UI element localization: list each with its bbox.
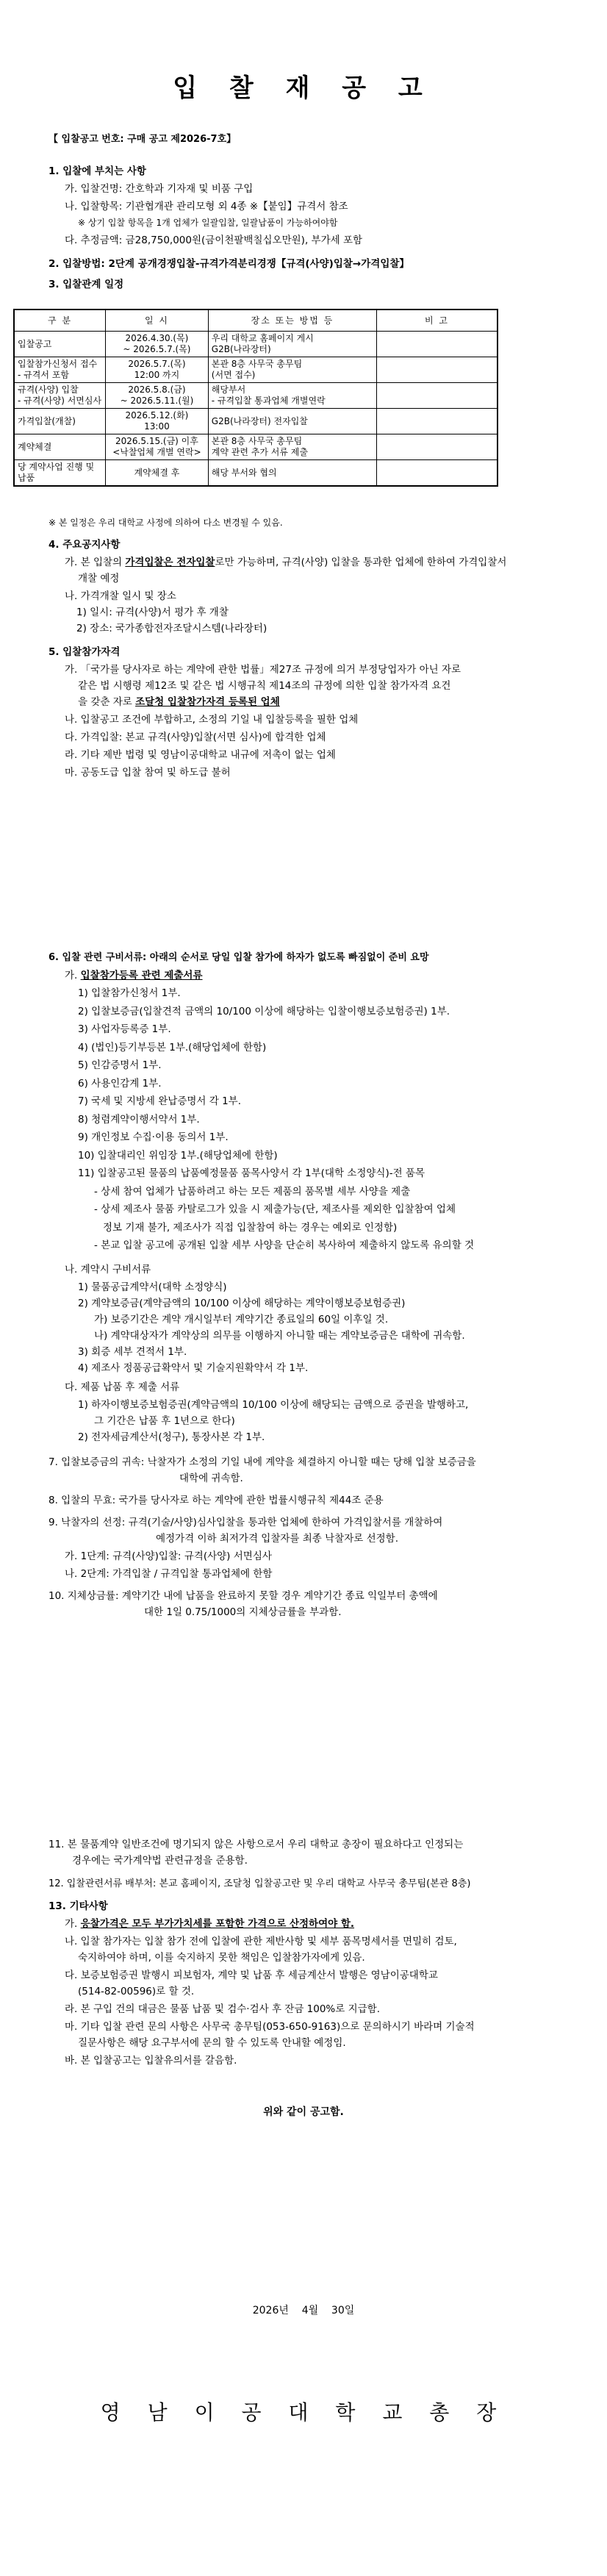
schedule-header: 구 분	[14, 310, 106, 332]
s13-item-e-cont: 질문사항은 해당 요구부서에 문의 할 수 있도록 안내할 예정임.	[78, 2037, 346, 2049]
list-item: 1) 물품공급계약서(대학 소정양식)	[78, 1281, 227, 1293]
s5-item-d: 라. 기타 제반 법령 및 영남이공대학교 내규에 저촉이 없는 업체	[65, 749, 336, 761]
s4-item-a	[65, 556, 506, 569]
s4-a-text-cont: 로만 가능하며, 규격(사양) 입찰을 통과한 업체에 한하여 가격입찰서	[215, 557, 507, 568]
s5-item-b: 나. 입찰공고 조건에 부합하고, 소정의 기일 내 입찰등록을 필한 업체	[65, 714, 359, 726]
schedule-header: 비 고	[377, 310, 498, 332]
list-item: 7) 국세 및 지방세 완납증명서 각 1부.	[78, 1095, 242, 1107]
section-2: 2. 입찰방법: 2단계 공개경쟁입찰-규격가격분리경쟁【규격(사양)입찰→가격입찰】	[49, 258, 409, 270]
schedule-cell: 가격입찰(개찰)	[14, 409, 106, 434]
s1-item-c: 다. 추정금액: 금28,750,000원(금이천팔백칠십오만원), 부가세 포함	[65, 235, 363, 246]
schedule-cell: 해당 부서와 협의	[208, 460, 376, 487]
list-item: - 상세 참여 업체가 납품하려고 하는 모든 제품의 품목별 세부 사양을 제출	[94, 1185, 411, 1198]
list-item: 5) 인감증명서 1부.	[78, 1059, 162, 1071]
s13-a-emphasis: 응찰가격은 모두 부가가치세를 포함한 가격으로 산정하여야 함.	[80, 1918, 355, 1930]
section-10-cont: 대한 1일 0.75/1000의 지체상금률을 부과함.	[144, 1606, 342, 1618]
section-7-cont: 대학에 귀속함.	[179, 1473, 243, 1484]
s5-item-a: 가. 「국가를 당사자로 하는 계약에 관한 법률」제27조 규정에 의거 부정당업자가 아닌 자로	[65, 664, 461, 676]
s6-a-prefix: 가.	[65, 970, 81, 981]
s5-a-text: 을 갖춘 자로	[78, 696, 136, 708]
list-item: 4) (법인)등기부등본 1부.(해당업체에 한함)	[78, 1041, 267, 1053]
schedule-row	[14, 332, 498, 357]
section-9: 9. 낙찰자의 선정: 규격(기술/사양)심사입찰을 통과한 업체에 한하여 가격입찰서를 개찰하여	[49, 1517, 443, 1528]
list-item: 4) 제조사 정품공급확약서 및 기술지원확약서 각 1부.	[78, 1362, 309, 1374]
schedule-header-row	[14, 310, 498, 332]
section-13-heading: 13. 기타사항	[49, 1900, 108, 1912]
s6-a-emphasis: 입찰참가등록 관련 제출서류	[80, 970, 203, 981]
schedule-cell: 입찰참가신청서 접수 - 규격서 포함	[14, 357, 106, 383]
section-7: 7. 입찰보증금의 귀속: 낙찰자가 소정의 기일 내에 계약을 체결하지 아니할 때는 당해 입찰 보증금을	[49, 1456, 476, 1468]
list-item: 1) 하자이행보증보험증권(계약금액의 10/100 이상에 해당되는 금액으로 증권을 발행하고,	[78, 1399, 469, 1411]
section-1-heading: 1. 입찰에 부치는 사항	[49, 165, 146, 177]
schedule-table	[13, 309, 498, 487]
list-item: - 본교 입찰 공고에 공개된 입찰 세부 사양을 단순히 복사하여 제출하지 않도록 유의할 것	[94, 1239, 475, 1251]
s9-item-a: 가. 1단계: 규격(사양)입찰: 규격(사양) 서면심사	[65, 1550, 272, 1562]
s4-item-a-cont: 개찰 예정	[78, 573, 120, 584]
s6-item-b: 나. 계약시 구비서류	[65, 1264, 151, 1276]
issuer-name: 영 남 이 공 대 학 교 총 장	[100, 2400, 507, 2425]
closing-statement: 위와 같이 공고함.	[263, 2106, 344, 2118]
section-12: 12. 입찰관련서류 배부처: 본교 홈페이지, 조달청 입찰공고란 및 우리 대학교 사무국 총무팀(본관 8층)	[49, 1878, 471, 1889]
schedule-cell: 계약체결	[14, 434, 106, 460]
schedule-cell	[377, 409, 498, 434]
list-item: 2) 입찰보증금(입찰견적 금액의 10/100 이상에 해당하는 입찰이행보증보험증권) 1부.	[78, 1005, 450, 1017]
section-10: 10. 지체상금률: 계약기간 내에 납품을 완료하지 못할 경우 계약기간 종료 익일부터 총액에	[49, 1590, 438, 1602]
schedule-cell: 입찰공고	[14, 332, 106, 357]
schedule-cell: 2026.5.12.(화) 13:00	[106, 409, 209, 434]
s13-item-d: 라. 본 구입 건의 대금은 물품 납품 및 검수·검사 후 잔금 100%로 지급함.	[65, 2003, 380, 2015]
list-item: 2) 전자세금계산서(청구), 통장사본 각 1부.	[78, 1431, 265, 1443]
section-11: 11. 본 물품계약 일반조건에 명기되지 않은 사항으로서 우리 대학교 총장이 필요하다고 인정되는	[49, 1839, 464, 1850]
notice-number: 【 입찰공고 번호: 구매 공고 제2026-7호】	[49, 134, 237, 145]
list-item: 3) 사업자등록증 1부.	[78, 1023, 171, 1035]
s6-item-c: 다. 제품 납품 후 제출 서류	[65, 1381, 180, 1393]
list-item: 2) 계약보증금(계약금액의 10/100 이상에 해당하는 계약이행보증보험증권)	[78, 1298, 406, 1309]
document-title: 입 찰 재 공 고	[173, 74, 434, 103]
schedule-header: 장소 또는 방법 등	[208, 310, 376, 332]
s13-item-b-cont: 숙지하여야 하며, 이를 숙지하지 못한 책임은 입찰참가자에게 있음.	[78, 1952, 365, 1964]
schedule-cell: G2B(나라장터) 전자입찰	[208, 409, 376, 434]
s13-a-prefix: 가.	[65, 1918, 81, 1930]
schedule-cell: 본관 8층 사무국 총무팀 계약 관련 추가 서류 제출	[208, 434, 376, 460]
s4-item-b1: 1) 일시: 규격(사양)서 평가 후 개찰	[76, 607, 229, 618]
s5-a-emphasis: 조달청 입찰참가자격 등록된 업체	[135, 696, 280, 708]
section-6-heading: 6. 입찰 관련 구비서류: 아래의 순서로 당일 입찰 참가에 하자가 없도록 빠짐없이 준비 요망	[49, 952, 429, 963]
schedule-cell: 해당부서 - 규격입찰 통과업체 개별연락	[208, 383, 376, 409]
list-item: 그 기간은 납품 후 1년으로 한다)	[94, 1415, 235, 1427]
schedule-cell	[377, 434, 498, 460]
list-item: 8) 청렴계약이행서약서 1부.	[78, 1113, 200, 1126]
s5-item-c: 다. 가격입찰: 본교 규격(사양)입찰(서면 심사)에 합격한 업체	[65, 731, 326, 743]
list-item: 정보 기재 불가, 제조사가 직접 입찰참여 하는 경우는 예외로 인정함)	[103, 1221, 398, 1234]
schedule-cell: 당 계약사업 진행 및 납품	[14, 460, 106, 487]
section-5-heading: 5. 입찰참가자격	[49, 646, 121, 658]
section-11-cont: 경우에는 국가계약법 관련규정을 준용함.	[72, 1855, 248, 1867]
s1-item-a: 가. 입찰건명: 간호학과 기자재 및 비품 구입	[65, 183, 254, 195]
list-item: 나) 계약대상자가 계약상의 의무를 이행하지 아니할 때는 계약보증금은 대학에 귀속함.	[94, 1330, 465, 1342]
s13-item-a	[65, 1917, 354, 1931]
section-4-heading: 4. 주요공지사항	[49, 539, 121, 551]
schedule-header: 일 시	[106, 310, 209, 332]
schedule-cell	[377, 357, 498, 383]
s13-item-f: 바. 본 입찰공고는 입찰유의서를 갈음함.	[65, 2055, 237, 2067]
s1-item-b: 나. 입찰항목: 기관협개관 관리모형 외 4종 ※【붙임】규격서 참조	[65, 201, 348, 212]
list-item: 1) 입찰참가신청서 1부.	[78, 987, 181, 999]
schedule-cell: 2026.5.7.(목) 12:00 까지	[106, 357, 209, 383]
section-3-heading: 3. 입찰관계 일정	[49, 279, 124, 290]
announcement-date: 2026년 4월 30일	[252, 2305, 355, 2316]
s4-item-b2: 2) 장소: 국가종합전자조달시스템(나라장터)	[76, 623, 267, 634]
schedule-cell: 2026.5.15.(금) 이후 <낙찰업체 개별 연락>	[106, 434, 209, 460]
s5-item-e: 마. 공동도급 입찰 참여 및 하도급 불허	[65, 767, 231, 779]
schedule-row	[14, 434, 498, 460]
list-item: 10) 입찰대리인 위임장 1부.(해당업체에 한함)	[78, 1149, 278, 1162]
section-9-cont: 예정가격 이하 최저가격 입찰자를 최종 낙찰자로 선정함.	[156, 1533, 398, 1545]
s13-item-c-cont: (514-82-00596)로 할 것.	[78, 1986, 195, 1997]
schedule-cell: 계약체결 후	[106, 460, 209, 487]
schedule-row	[14, 383, 498, 409]
list-item: 가) 보증기간은 계약 개시일부터 계약기간 종료일의 60일 이후일 것.	[94, 1314, 389, 1325]
s4-item-b: 나. 가격개찰 일시 및 장소	[65, 590, 176, 602]
schedule-cell	[377, 383, 498, 409]
list-item: - 상세 제조사 물품 카탈로그가 있을 시 제출가능(단, 제조사를 제외한 입찰참여 업체	[94, 1203, 456, 1215]
s5-item-a-cont: 같은 법 시행령 제12조 및 같은 법 시행규칙 제14조의 규정에 의한 입찰 참가자격 요건	[78, 680, 451, 692]
schedule-note: ※ 본 일정은 우리 대학교 사정에 의하여 다소 변경될 수 있음.	[49, 518, 283, 528]
s13-item-c: 다. 보증보험증권 발행시 피보험자, 계약 및 납품 후 세금계산서 발행은 영남이공대학교	[65, 1969, 438, 1981]
s13-item-b: 나. 입찰 참가자는 입찰 참가 전에 입찰에 관한 제반사항 및 세부 품목명세서를 면밀히 검토,	[65, 1936, 457, 1947]
s9-item-b: 나. 2단계: 가격입찰 / 규격입찰 통과업체에 한함	[65, 1568, 273, 1580]
s4-a-text: 가. 본 입찰의	[65, 557, 126, 568]
schedule-cell: 2026.5.8.(금) ~ 2026.5.11.(월)	[106, 383, 209, 409]
s4-a-emphasis: 가격입찰은 전자입찰	[125, 557, 215, 568]
s5-item-a-cont2	[78, 695, 280, 709]
schedule-cell: 우리 대학교 홈페이지 게시 G2B(나라장터)	[208, 332, 376, 357]
schedule-cell	[377, 332, 498, 357]
s13-item-e: 마. 기타 입찰 관련 문의 사항은 사무국 총무팀(053-650-9163)으로 문의하시기 바라며 기술적	[65, 2021, 475, 2033]
schedule-row	[14, 357, 498, 383]
schedule-cell: 규격(사양) 입찰 - 규격(사양) 서면심사	[14, 383, 106, 409]
schedule-cell	[377, 460, 498, 487]
list-item: 11) 입찰공고된 물품의 납품예정물품 품목사양서 각 1부(대학 소정양식)-전 품목	[78, 1167, 425, 1179]
schedule-row	[14, 409, 498, 434]
list-item: 9) 개인정보 수집·이용 동의서 1부.	[78, 1131, 229, 1143]
schedule-cell: 본관 8층 사무국 총무팀 (서면 접수)	[208, 357, 376, 383]
schedule-cell: 2026.4.30.(목) ~ 2026.5.7.(목)	[106, 332, 209, 357]
s6-item-a	[65, 969, 203, 982]
list-item: 6) 사용인감계 1부.	[78, 1077, 162, 1090]
section-8: 8. 입찰의 무효: 국가를 당사자로 하는 계약에 관한 법률시행규칙 제44조 준용	[49, 1495, 384, 1506]
list-item: 3) 회증 세부 견적서 1부.	[78, 1346, 187, 1358]
s1-item-b-note: ※ 상기 입찰 항목을 1개 업체가 일괄입찰, 일괄납품이 가능하여야함	[78, 218, 338, 228]
schedule-row	[14, 460, 498, 487]
